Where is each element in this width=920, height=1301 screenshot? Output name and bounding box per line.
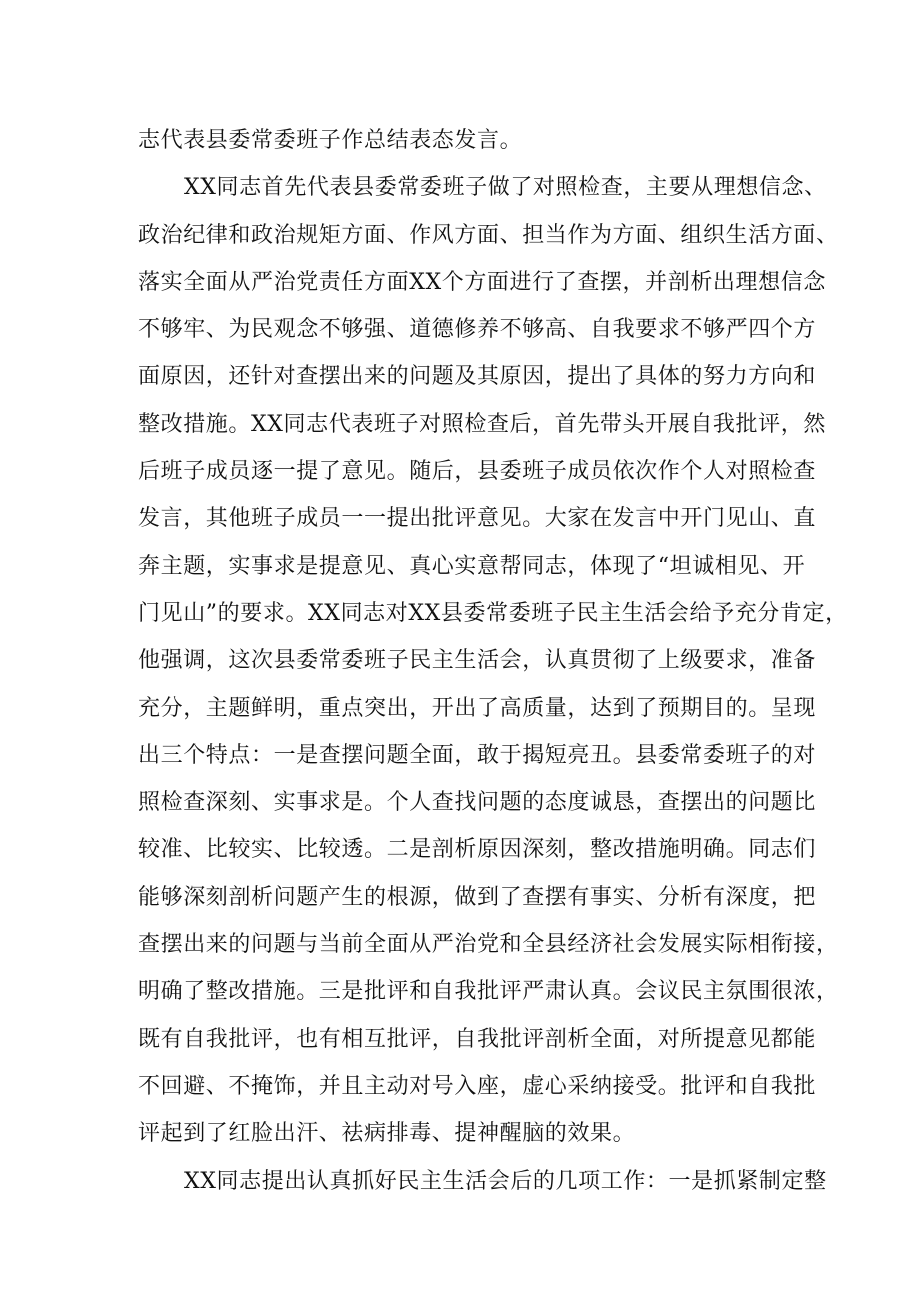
text-line: 发言，其他班子成员一一提出批评意见。大家在发言中开门见山、直 xyxy=(138,506,817,532)
text-line: 充分，主题鲜明，重点突出，开出了高质量，达到了预期目的。呈现 xyxy=(138,695,817,721)
text-line: 奔主题，实事求是提意见、真心实意帮同志，体现了“坦诚相见、开 xyxy=(138,553,806,579)
text-line: 照检查深刻、实事求是。个人查找问题的态度诚恳，查摆出的问题比 xyxy=(138,790,817,816)
text-line: 出三个特点：一是查摆问题全面，敢于揭短亮丑。县委常委班子的对 xyxy=(138,742,817,768)
text-line: 落实全面从严治党责任方面XX个方面进行了查摆，并剖析出理想信念 xyxy=(138,269,826,295)
text-line: 既有自我批评，也有相互批评，自我批评剖析全面，对所提意见都能 xyxy=(138,1026,817,1052)
paragraph-follow-up-work xyxy=(138,1158,827,1205)
text-line: 能够深刻剖析问题产生的根源，做到了查摆有事实、分析有深度，把 xyxy=(138,884,817,910)
text-line: 明确了整改措施。三是批评和自我批评严肃认真。会议民主氛围很浓， xyxy=(138,979,839,1005)
text-line: 他强调，这次县委常委班子民主生活会，认真贯彻了上级要求，准备 xyxy=(138,648,817,674)
text-line: XX同志首先代表县委常委班子做了对照检查，主要从理想信念、 xyxy=(184,175,827,201)
text-line: 志代表县委常委班子作总结表态发言。 xyxy=(138,128,523,153)
text-line: 政治纪律和政治规矩方面、作风方面、担当作为方面、组织生活方面、 xyxy=(138,222,839,248)
text-line: 较准、比较实、比较透。二是剖析原因深刻，整改措施明确。同志们 xyxy=(138,837,817,863)
text-line: 查摆出来的问题与当前全面从严治党和全县经济社会发展实际相衔接， xyxy=(138,932,839,958)
text-line: 不回避、不掩饰，并且主动对号入座，虚心采纳接受。批评和自我批 xyxy=(138,1073,817,1099)
text-line: 评起到了红脸出汗、祛病排毒、提神醒脑的效果。 xyxy=(138,1121,636,1147)
document-body xyxy=(138,117,848,1205)
paragraph-continuation xyxy=(138,117,790,164)
text-line: 门见山”的要求。XX同志对XX县委常委班子民主生活会给予充分肯定， xyxy=(138,600,848,626)
text-line: 不够牢、为民观念不够强、道德修养不够高、自我要求不够严四个方 xyxy=(138,317,817,343)
paragraph-review-summary xyxy=(138,164,848,1157)
text-line: 整改措施。XX同志代表班子对照检查后，首先带头开展自我批评，然 xyxy=(138,411,826,437)
text-line: 后班子成员逐一提了意见。随后，县委班子成员依次作个人对照检查 xyxy=(138,459,817,485)
text-line: XX同志提出认真抓好民主生活会后的几项工作：一是抓紧制定整 xyxy=(184,1168,827,1194)
text-line: 面原因，还针对查摆出来的问题及其原因，提出了具体的努力方向和 xyxy=(138,364,817,390)
